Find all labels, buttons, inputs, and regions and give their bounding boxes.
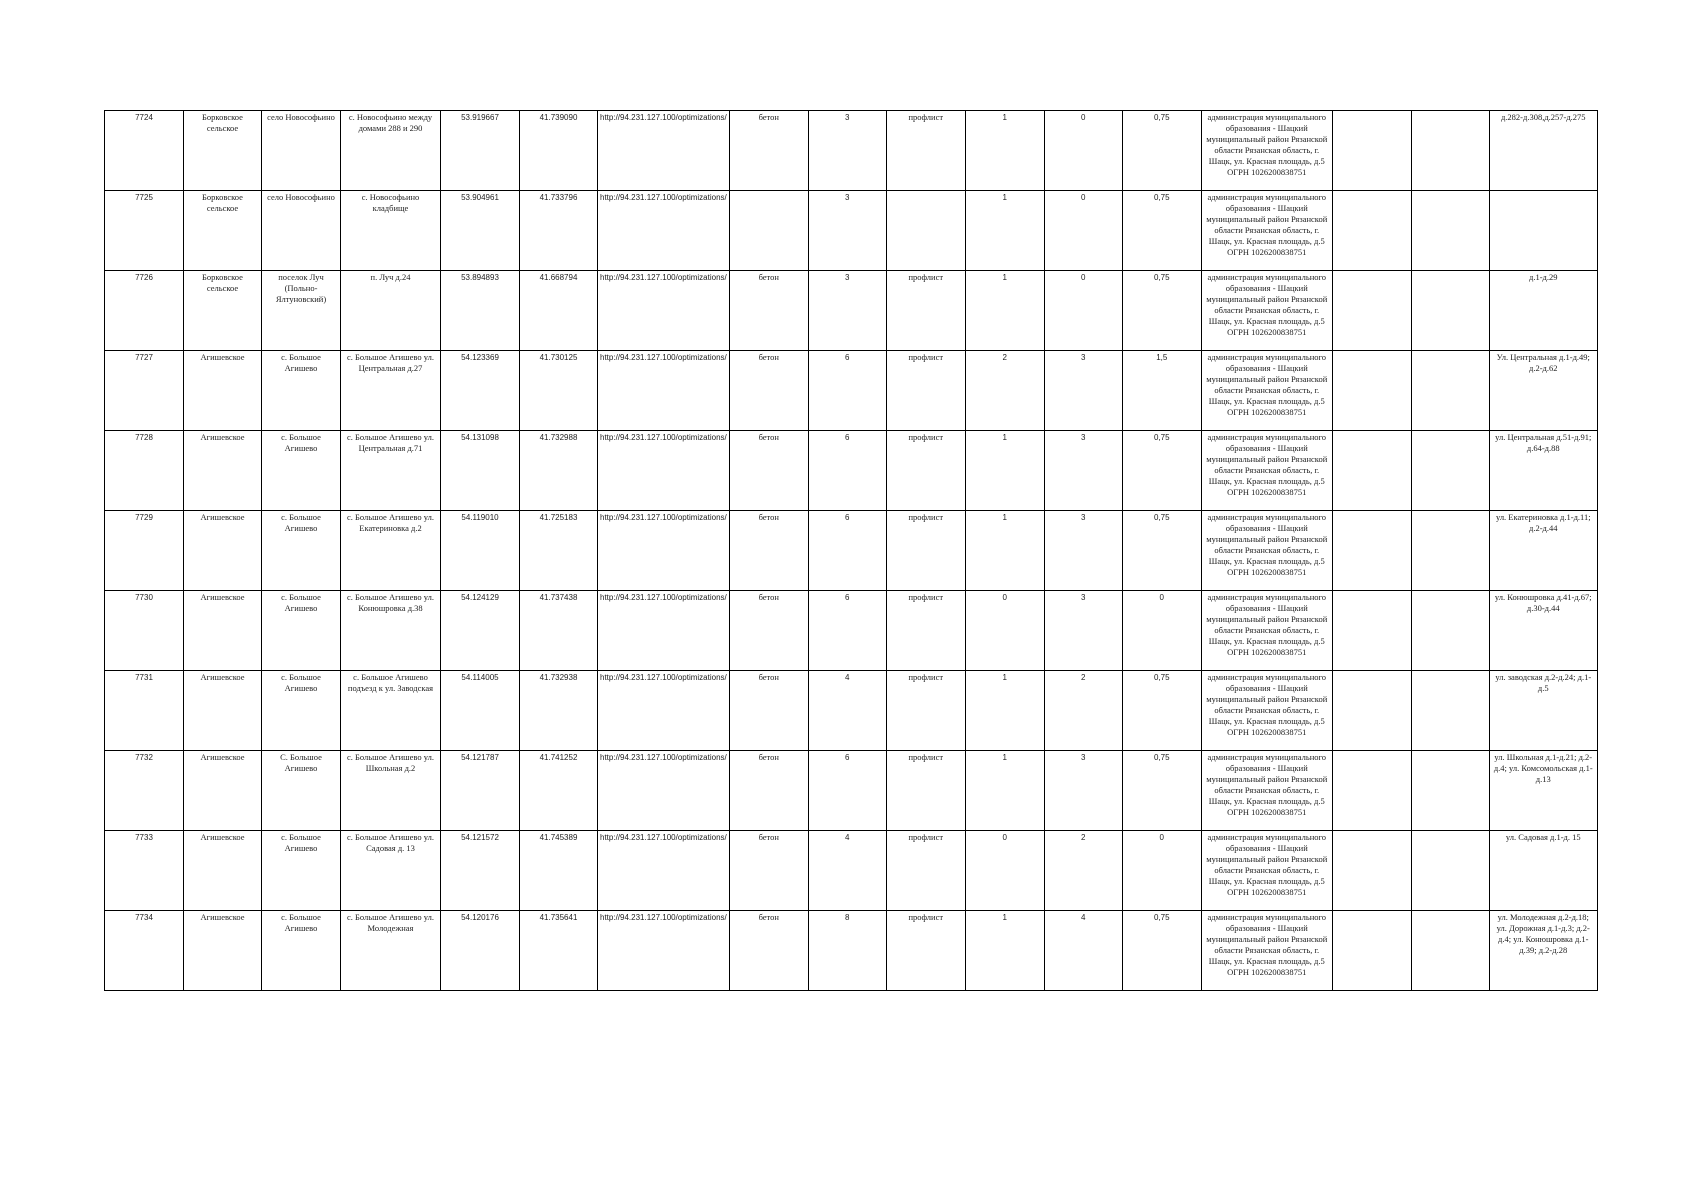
- fence-cell: профлист: [886, 831, 965, 911]
- base-type-cell: бетон: [729, 831, 808, 911]
- owner-cell: администрация муниципального образования - Шацкий муниципальный район Рязанской области Рязанская область, г. Шацк, ул. Красная площадь, д.5 ОГРН 1026200838751: [1201, 751, 1332, 831]
- settlement-cell: Агишевское: [184, 431, 262, 511]
- table-row: [105, 591, 1598, 671]
- url-cell: http://94.231.127.100/optimizations/: [598, 351, 730, 431]
- count-b-cell: 0: [1044, 191, 1122, 271]
- row-id-cell: 7733: [105, 831, 184, 911]
- empty-cell: [1332, 271, 1411, 351]
- address-cell: с. Большое Агишево ул. Екатериновка д.2: [341, 511, 441, 591]
- count-a-cell: 2: [965, 351, 1044, 431]
- empty-cell: [1411, 751, 1489, 831]
- address-cell: с. Большое Агишево ул. Садовая д. 13: [341, 831, 441, 911]
- row-id-cell: 7725: [105, 191, 184, 271]
- url-cell: http://94.231.127.100/optimizations/: [598, 831, 730, 911]
- count-b-cell: 2: [1044, 671, 1122, 751]
- area-cell: 3: [808, 271, 886, 351]
- volume-cell: 0,75: [1122, 671, 1201, 751]
- longitude-cell: 41.737438: [520, 591, 598, 671]
- locality-cell: С. Большое Агишево: [262, 751, 341, 831]
- latitude-cell: 54.119010: [441, 511, 520, 591]
- area-cell: 6: [808, 351, 886, 431]
- latitude-cell: 53.904961: [441, 191, 520, 271]
- row-id-cell: 7734: [105, 911, 184, 991]
- count-a-cell: 1: [965, 911, 1044, 991]
- empty-cell: [1332, 591, 1411, 671]
- base-type-cell: бетон: [729, 911, 808, 991]
- fence-cell: профлист: [886, 671, 965, 751]
- address-cell: с. Большое Агишево ул. Конюшровка д.38: [341, 591, 441, 671]
- volume-cell: 0,75: [1122, 111, 1201, 191]
- settlement-cell: Борковское сельское: [184, 191, 262, 271]
- longitude-cell: 41.732938: [520, 671, 598, 751]
- url-cell: http://94.231.127.100/optimizations/: [598, 271, 730, 351]
- url-cell: http://94.231.127.100/optimizations/: [598, 751, 730, 831]
- table-row: [105, 671, 1598, 751]
- owner-cell: администрация муниципального образования - Шацкий муниципальный район Рязанской области Рязанская область, г. Шацк, ул. Красная площадь, д.5 ОГРН 1026200838751: [1201, 111, 1332, 191]
- empty-cell: [1411, 511, 1489, 591]
- base-type-cell: бетон: [729, 111, 808, 191]
- volume-cell: 0,75: [1122, 191, 1201, 271]
- latitude-cell: 54.120176: [441, 911, 520, 991]
- count-a-cell: 1: [965, 271, 1044, 351]
- fence-cell: профлист: [886, 751, 965, 831]
- settlement-cell: Борковское сельское: [184, 271, 262, 351]
- area-cell: 4: [808, 831, 886, 911]
- volume-cell: 0,75: [1122, 511, 1201, 591]
- base-type-cell: бетон: [729, 271, 808, 351]
- area-cell: 4: [808, 671, 886, 751]
- base-type-cell: бетон: [729, 431, 808, 511]
- row-id-cell: 7731: [105, 671, 184, 751]
- area-cell: 6: [808, 751, 886, 831]
- address-cell: с. Большое Агишево ул. Молодежная: [341, 911, 441, 991]
- longitude-cell: 41.725183: [520, 511, 598, 591]
- count-a-cell: 1: [965, 671, 1044, 751]
- fence-cell: профлист: [886, 591, 965, 671]
- count-a-cell: 0: [965, 831, 1044, 911]
- table-row: [105, 911, 1598, 991]
- empty-cell: [1411, 271, 1489, 351]
- latitude-cell: 54.124129: [441, 591, 520, 671]
- owner-cell: администрация муниципального образования - Шацкий муниципальный район Рязанской области Рязанская область, г. Шацк, ул. Красная площадь, д.5 ОГРН 1026200838751: [1201, 431, 1332, 511]
- count-a-cell: 1: [965, 511, 1044, 591]
- locality-cell: с. Большое Агишево: [262, 431, 341, 511]
- data-table: [104, 110, 1598, 991]
- locality-cell: с. Большое Агишево: [262, 671, 341, 751]
- longitude-cell: 41.732988: [520, 431, 598, 511]
- locality-cell: село Новософьино: [262, 191, 341, 271]
- url-cell: http://94.231.127.100/optimizations/: [598, 111, 730, 191]
- empty-cell: [1411, 431, 1489, 511]
- row-id-cell: 7729: [105, 511, 184, 591]
- count-b-cell: 3: [1044, 751, 1122, 831]
- owner-cell: администрация муниципального образования - Шацкий муниципальный район Рязанской области Рязанская область, г. Шацк, ул. Красная площадь, д.5 ОГРН 1026200838751: [1201, 191, 1332, 271]
- served-houses-cell: д.1-д.29: [1489, 271, 1597, 351]
- owner-cell: администрация муниципального образования - Шацкий муниципальный район Рязанской области Рязанская область, г. Шацк, ул. Красная площадь, д.5 ОГРН 1026200838751: [1201, 671, 1332, 751]
- latitude-cell: 53.894893: [441, 271, 520, 351]
- area-cell: 6: [808, 591, 886, 671]
- longitude-cell: 41.741252: [520, 751, 598, 831]
- base-type-cell: бетон: [729, 591, 808, 671]
- served-houses-cell: ул. Екатериновка д.1-д.11; д.2-д.44: [1489, 511, 1597, 591]
- area-cell: 3: [808, 111, 886, 191]
- base-type-cell: бетон: [729, 351, 808, 431]
- longitude-cell: 41.733796: [520, 191, 598, 271]
- count-a-cell: 1: [965, 431, 1044, 511]
- empty-cell: [1332, 831, 1411, 911]
- settlement-cell: Агишевское: [184, 831, 262, 911]
- area-cell: 6: [808, 431, 886, 511]
- url-cell: http://94.231.127.100/optimizations/: [598, 431, 730, 511]
- locality-cell: с. Большое Агишево: [262, 591, 341, 671]
- row-id-cell: 7726: [105, 271, 184, 351]
- address-cell: с. Большое Агишево ул. Школьная д.2: [341, 751, 441, 831]
- url-cell: http://94.231.127.100/optimizations/: [598, 911, 730, 991]
- served-houses-cell: [1489, 191, 1597, 271]
- url-cell: http://94.231.127.100/optimizations/: [598, 671, 730, 751]
- row-id-cell: 7732: [105, 751, 184, 831]
- row-id-cell: 7727: [105, 351, 184, 431]
- latitude-cell: 53.919667: [441, 111, 520, 191]
- owner-cell: администрация муниципального образования - Шацкий муниципальный район Рязанской области Рязанская область, г. Шацк, ул. Красная площадь, д.5 ОГРН 1026200838751: [1201, 351, 1332, 431]
- count-b-cell: 3: [1044, 431, 1122, 511]
- base-type-cell: бетон: [729, 511, 808, 591]
- locality-cell: село Новософьино: [262, 111, 341, 191]
- fence-cell: профлист: [886, 111, 965, 191]
- locality-cell: с. Большое Агишево: [262, 511, 341, 591]
- fence-cell: профлист: [886, 431, 965, 511]
- row-id-cell: 7728: [105, 431, 184, 511]
- locality-cell: с. Большое Агишево: [262, 831, 341, 911]
- served-houses-cell: Ул. Центральная д.1-д.49; д.2-д.62: [1489, 351, 1597, 431]
- address-cell: п. Луч д.24: [341, 271, 441, 351]
- volume-cell: 0: [1122, 591, 1201, 671]
- area-cell: 3: [808, 191, 886, 271]
- fence-cell: профлист: [886, 351, 965, 431]
- volume-cell: 0,75: [1122, 911, 1201, 991]
- table-row: [105, 751, 1598, 831]
- latitude-cell: 54.121572: [441, 831, 520, 911]
- served-houses-cell: ул. Садовая д.1-д. 15: [1489, 831, 1597, 911]
- table-row: [105, 191, 1598, 271]
- served-houses-cell: ул. Центральная д.51-д.91; д.64-д.88: [1489, 431, 1597, 511]
- longitude-cell: 41.739090: [520, 111, 598, 191]
- area-cell: 6: [808, 511, 886, 591]
- owner-cell: администрация муниципального образования - Шацкий муниципальный район Рязанской области Рязанская область, г. Шацк, ул. Красная площадь, д.5 ОГРН 1026200838751: [1201, 911, 1332, 991]
- table-row: [105, 831, 1598, 911]
- empty-cell: [1332, 511, 1411, 591]
- volume-cell: 0,75: [1122, 751, 1201, 831]
- empty-cell: [1332, 111, 1411, 191]
- fence-cell: профлист: [886, 271, 965, 351]
- address-cell: с. Большое Агишево ул. Центральная д.27: [341, 351, 441, 431]
- settlement-cell: Агишевское: [184, 351, 262, 431]
- empty-cell: [1411, 191, 1489, 271]
- url-cell: http://94.231.127.100/optimizations/: [598, 191, 730, 271]
- volume-cell: 1,5: [1122, 351, 1201, 431]
- address-cell: с. Новософьино кладбище: [341, 191, 441, 271]
- url-cell: http://94.231.127.100/optimizations/: [598, 511, 730, 591]
- served-houses-cell: ул. заводская д.2-д.24; д.1-д.5: [1489, 671, 1597, 751]
- locality-cell: с. Большое Агишево: [262, 911, 341, 991]
- count-a-cell: 0: [965, 591, 1044, 671]
- area-cell: 8: [808, 911, 886, 991]
- base-type-cell: бетон: [729, 671, 808, 751]
- empty-cell: [1411, 591, 1489, 671]
- latitude-cell: 54.121787: [441, 751, 520, 831]
- latitude-cell: 54.123369: [441, 351, 520, 431]
- owner-cell: администрация муниципального образования - Шацкий муниципальный район Рязанской области Рязанская область, г. Шацк, ул. Красная площадь, д.5 ОГРН 1026200838751: [1201, 511, 1332, 591]
- address-cell: с. Новософьино между домами 288 и 290: [341, 111, 441, 191]
- empty-cell: [1411, 911, 1489, 991]
- owner-cell: администрация муниципального образования - Шацкий муниципальный район Рязанской области Рязанская область, г. Шацк, ул. Красная площадь, д.5 ОГРН 1026200838751: [1201, 271, 1332, 351]
- volume-cell: 0,75: [1122, 271, 1201, 351]
- count-b-cell: 0: [1044, 111, 1122, 191]
- served-houses-cell: д.282-д.308,д.257-д.275: [1489, 111, 1597, 191]
- empty-cell: [1332, 671, 1411, 751]
- empty-cell: [1332, 431, 1411, 511]
- empty-cell: [1411, 111, 1489, 191]
- longitude-cell: 41.735641: [520, 911, 598, 991]
- settlement-cell: Агишевское: [184, 751, 262, 831]
- fence-cell: [886, 191, 965, 271]
- table-body: [105, 111, 1598, 991]
- volume-cell: 0,75: [1122, 431, 1201, 511]
- empty-cell: [1411, 671, 1489, 751]
- count-b-cell: 3: [1044, 591, 1122, 671]
- empty-cell: [1332, 751, 1411, 831]
- count-b-cell: 3: [1044, 511, 1122, 591]
- longitude-cell: 41.730125: [520, 351, 598, 431]
- table-row: [105, 511, 1598, 591]
- served-houses-cell: ул. Конюшровка д.41-д.67; д.30-д.44: [1489, 591, 1597, 671]
- longitude-cell: 41.668794: [520, 271, 598, 351]
- table-row: [105, 111, 1598, 191]
- served-houses-cell: ул. Молодежная д.2-д.18; ул. Дорожная д.1-д.3; д.2-д.4; ул. Конюшровка д.1-д.39; д.2-д.28: [1489, 911, 1597, 991]
- empty-cell: [1332, 191, 1411, 271]
- served-houses-cell: ул. Школьная д.1-д.21; д.2-д.4; ул. Комсомольская д.1-д.13: [1489, 751, 1597, 831]
- count-a-cell: 1: [965, 111, 1044, 191]
- fence-cell: профлист: [886, 511, 965, 591]
- empty-cell: [1332, 911, 1411, 991]
- latitude-cell: 54.131098: [441, 431, 520, 511]
- owner-cell: администрация муниципального образования - Шацкий муниципальный район Рязанской области Рязанская область, г. Шацк, ул. Красная площадь, д.5 ОГРН 1026200838751: [1201, 591, 1332, 671]
- table-row: [105, 431, 1598, 511]
- count-b-cell: 2: [1044, 831, 1122, 911]
- count-b-cell: 0: [1044, 271, 1122, 351]
- empty-cell: [1411, 831, 1489, 911]
- empty-cell: [1411, 351, 1489, 431]
- count-a-cell: 1: [965, 191, 1044, 271]
- base-type-cell: [729, 191, 808, 271]
- settlement-cell: Агишевское: [184, 911, 262, 991]
- row-id-cell: 7724: [105, 111, 184, 191]
- locality-cell: поселок Луч (Польно-Ялтуновский): [262, 271, 341, 351]
- settlement-cell: Агишевское: [184, 511, 262, 591]
- count-b-cell: 3: [1044, 351, 1122, 431]
- empty-cell: [1332, 351, 1411, 431]
- address-cell: с. Большое Агишево подъезд к ул. Заводская: [341, 671, 441, 751]
- latitude-cell: 54.114005: [441, 671, 520, 751]
- fence-cell: профлист: [886, 911, 965, 991]
- base-type-cell: бетон: [729, 751, 808, 831]
- table-row: [105, 351, 1598, 431]
- owner-cell: администрация муниципального образования - Шацкий муниципальный район Рязанской области Рязанская область, г. Шацк, ул. Красная площадь, д.5 ОГРН 1026200838751: [1201, 831, 1332, 911]
- count-b-cell: 4: [1044, 911, 1122, 991]
- longitude-cell: 41.745389: [520, 831, 598, 911]
- count-a-cell: 1: [965, 751, 1044, 831]
- locality-cell: с. Большое Агишево: [262, 351, 341, 431]
- row-id-cell: 7730: [105, 591, 184, 671]
- settlement-cell: Агишевское: [184, 591, 262, 671]
- volume-cell: 0: [1122, 831, 1201, 911]
- settlement-cell: Борковское сельское: [184, 111, 262, 191]
- url-cell: http://94.231.127.100/optimizations/: [598, 591, 730, 671]
- table-row: [105, 271, 1598, 351]
- address-cell: с. Большое Агишево ул. Центральная д.71: [341, 431, 441, 511]
- settlement-cell: Агишевское: [184, 671, 262, 751]
